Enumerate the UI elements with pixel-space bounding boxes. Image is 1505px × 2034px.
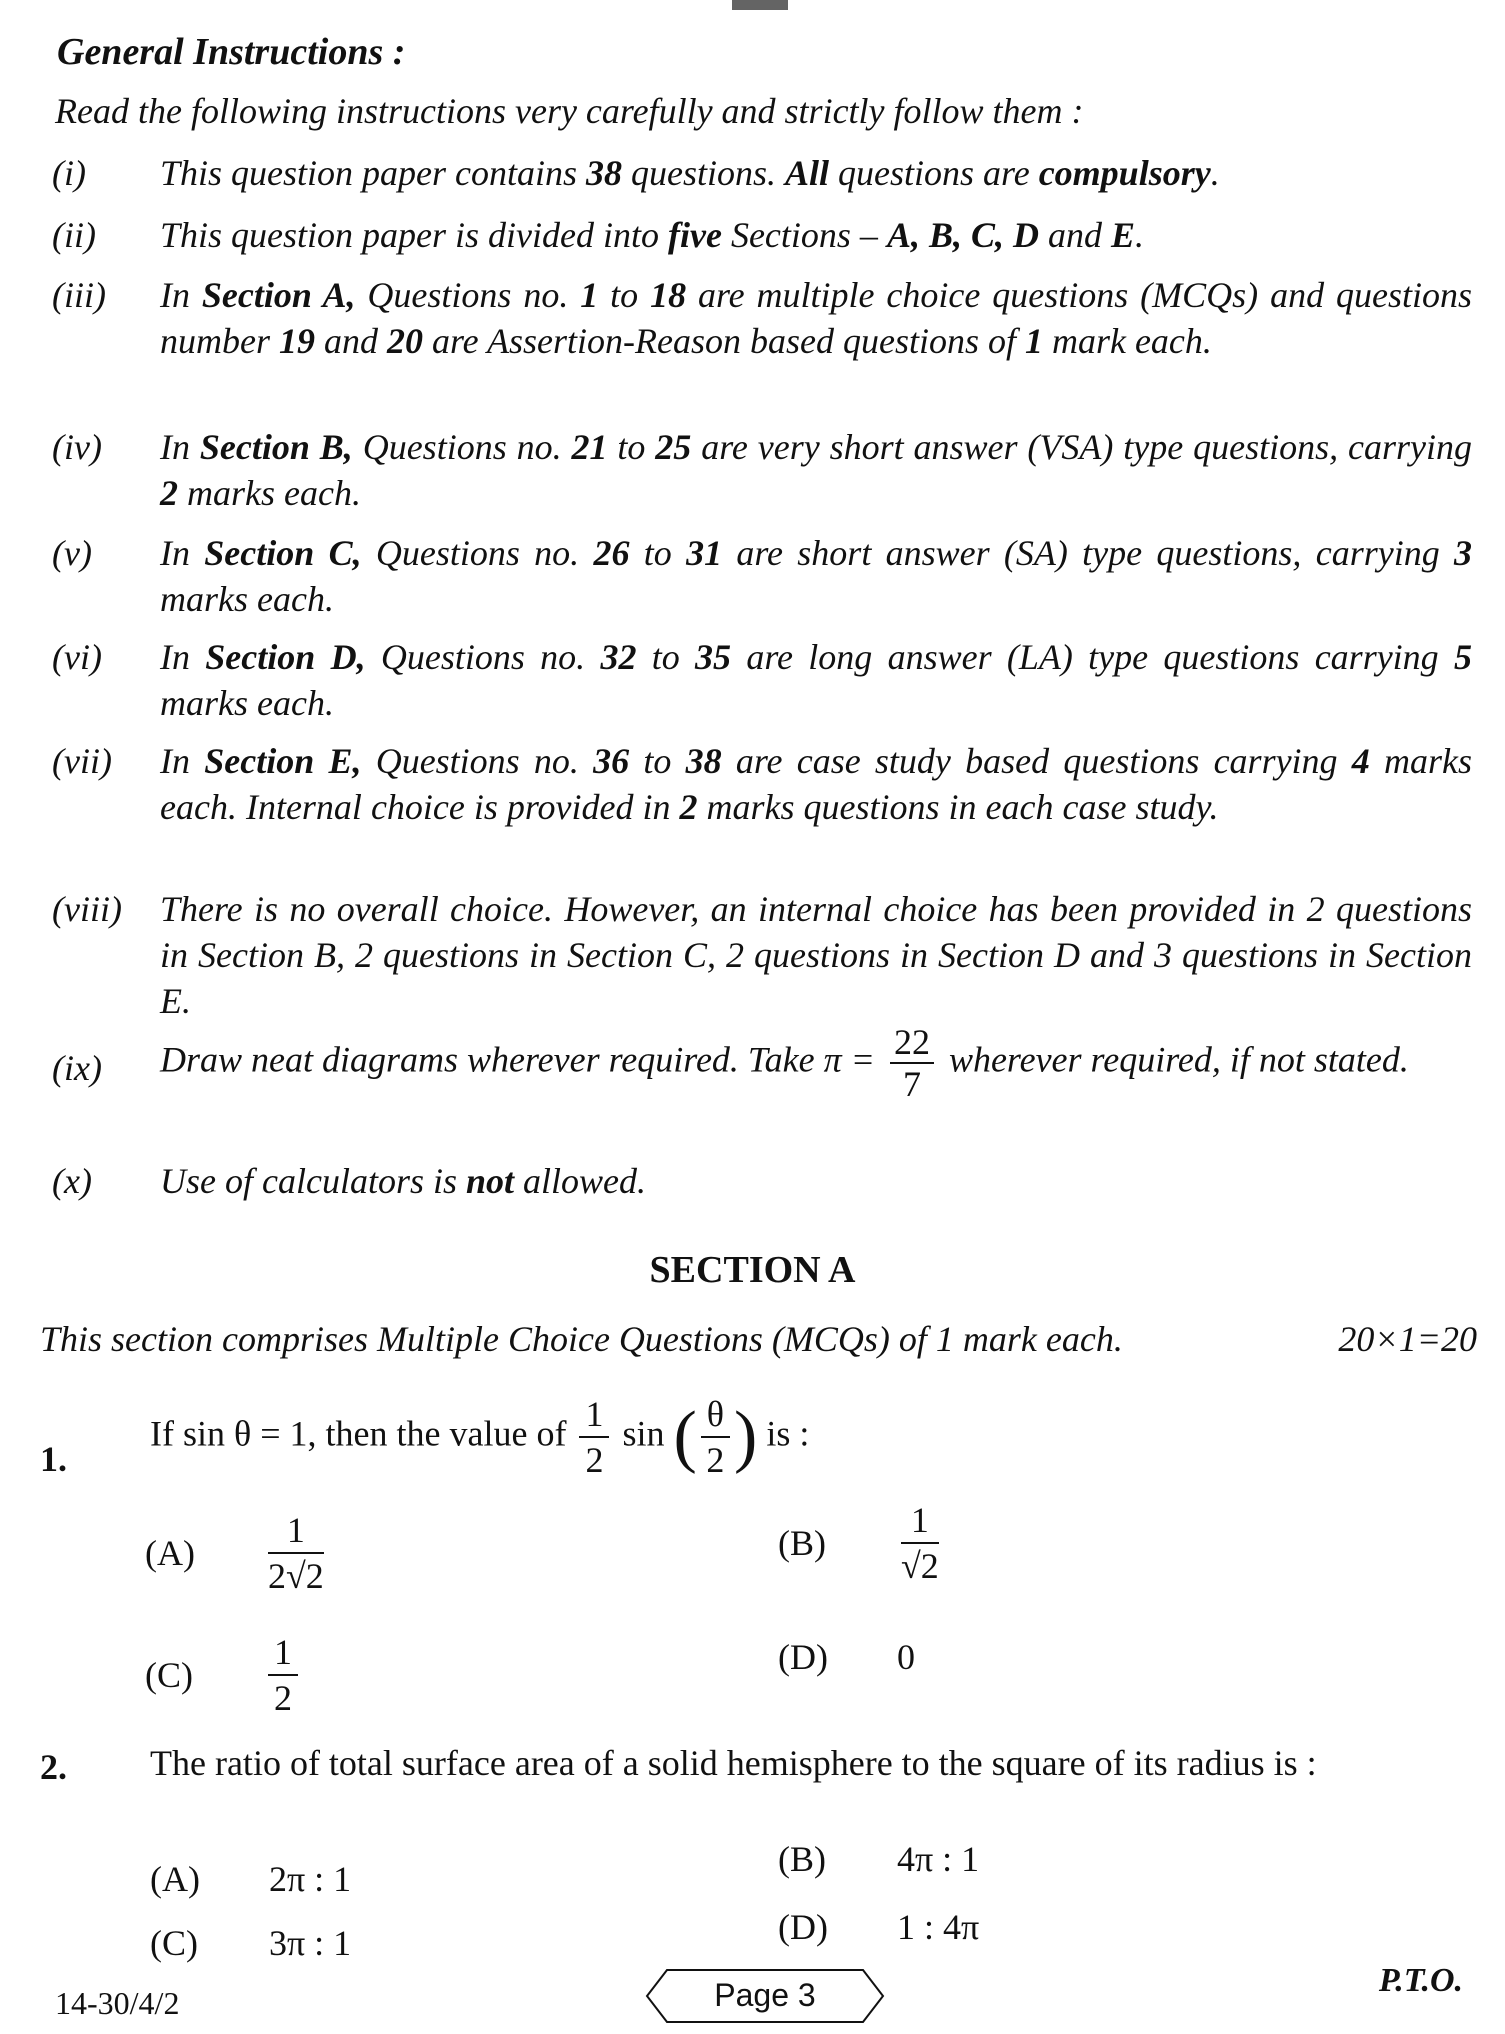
instruction-item xyxy=(52,886,1472,1024)
section-description: This section comprises Multiple Choice Questions (MCQs) of 1 mark each. xyxy=(40,1319,1123,1359)
instruction-text: In Section B, Questions no. 21 to 25 are very short answer (VSA) type questions, carrying 2 marks each. xyxy=(160,427,1472,513)
numerator: 1 xyxy=(579,1392,609,1438)
instruction-item xyxy=(52,1158,1472,1204)
question-text: The ratio of total surface area of a solid hemisphere to the square of its radius is : xyxy=(150,1743,1317,1783)
option-label: (D) xyxy=(778,1907,828,1947)
numerator: 1 xyxy=(268,1630,298,1676)
question-number: 1. xyxy=(40,1439,67,1479)
instruction-item xyxy=(52,530,1472,622)
page-number: Page 3 xyxy=(714,1977,816,2013)
numerator: 1 xyxy=(901,1498,939,1544)
option-label: (B) xyxy=(778,1523,826,1563)
numerator: 1 xyxy=(268,1508,324,1554)
option-a[interactable] xyxy=(150,1858,351,1900)
qr-mark xyxy=(732,0,788,10)
instruction-text: In Section E, Questions no. 36 to 38 are case study based questions carrying 4 marks each. Internal choice is provided in 2 marks questions in each case study. xyxy=(160,741,1473,827)
sin-function: sin xyxy=(622,1413,665,1454)
instruction-number: (ix) xyxy=(52,1048,102,1088)
instruction-text: In Section C, Questions no. 26 to 31 are short answer (SA) type questions, carrying 3 marks each. xyxy=(160,533,1472,619)
option-a[interactable] xyxy=(145,1508,328,1598)
question-tail: is : xyxy=(766,1413,810,1454)
denominator: 2 xyxy=(585,1440,604,1480)
instruction-text: In Section A, Questions no. 1 to 18 are multiple choice questions (MCQs) and questions number 19 and 20 are Assertion-Reason based questions of 1 mark each. xyxy=(160,275,1472,361)
instruction-text: This question paper contains 38 questions. All questions are compulsory. xyxy=(160,153,1220,193)
section-heading: SECTION A xyxy=(649,1249,856,1291)
option-value: 1 : 4π xyxy=(897,1907,980,1947)
question-text xyxy=(150,1392,1480,1482)
fraction xyxy=(579,1392,609,1482)
instruction-number: (iii) xyxy=(52,275,106,315)
instruction-number: (x) xyxy=(52,1161,92,1201)
pto-label: P.T.O. xyxy=(1378,1962,1463,1999)
option-c[interactable] xyxy=(150,1922,351,1964)
instructions-intro: Read the following instructions very carefully and strictly follow them : xyxy=(55,91,1084,131)
instruction-number: (iv) xyxy=(52,427,102,467)
fraction xyxy=(901,1498,939,1588)
instruction-item xyxy=(52,212,1472,258)
fraction xyxy=(268,1508,324,1598)
denominator: √2 xyxy=(901,1546,939,1586)
option-label: (C) xyxy=(145,1655,193,1695)
option-c[interactable] xyxy=(145,1630,302,1720)
instruction-number: (ii) xyxy=(52,215,96,255)
option-value: 4π : 1 xyxy=(897,1839,980,1879)
instruction-number: (vi) xyxy=(52,637,102,677)
right-paren: ) xyxy=(734,1398,758,1475)
left-paren: ( xyxy=(673,1398,697,1475)
numerator: θ xyxy=(701,1392,730,1438)
denominator: 2 xyxy=(274,1678,292,1718)
question-number: 2. xyxy=(40,1747,67,1787)
denominator: 2 xyxy=(706,1440,725,1480)
question-lead: If sin θ = 1, then the value of xyxy=(150,1413,567,1454)
instruction-text: Draw neat diagrams wherever required. Take π = $\frac{22}{7}$ wherever required, if not stated. xyxy=(160,1022,1409,1104)
instruction-item xyxy=(52,1022,1472,1104)
instruction-number: (vii) xyxy=(52,741,112,781)
instruction-item xyxy=(52,424,1472,516)
fraction xyxy=(268,1630,298,1720)
general-instructions-title: General Instructions : xyxy=(57,31,406,73)
instruction-number: (viii) xyxy=(52,889,122,929)
option-label: (C) xyxy=(150,1923,198,1963)
denominator: 2√2 xyxy=(268,1556,324,1596)
option-b[interactable] xyxy=(778,1838,979,1880)
option-d[interactable] xyxy=(778,1906,979,1948)
instruction-number: (v) xyxy=(52,533,92,573)
option-b[interactable] xyxy=(778,1498,943,1588)
option-d[interactable] xyxy=(778,1636,915,1678)
page-number-badge xyxy=(645,1968,885,2029)
instruction-number: (i) xyxy=(52,153,86,193)
option-label: (B) xyxy=(778,1839,826,1879)
section-marks: 20×1=20 xyxy=(1338,1319,1477,1359)
instruction-text: Use of calculators is not allowed. xyxy=(160,1161,647,1201)
fraction xyxy=(701,1392,730,1482)
option-value: 2π : 1 xyxy=(269,1859,352,1899)
instruction-text: This question paper is divided into five Sections – A, B, C, D and E. xyxy=(160,215,1144,255)
instruction-text: In Section D, Questions no. 32 to 35 are long answer (LA) type questions carrying 5 marks each. xyxy=(160,637,1472,723)
option-label: (A) xyxy=(150,1859,200,1899)
instruction-item xyxy=(52,634,1472,726)
option-value: 3π : 1 xyxy=(269,1923,352,1963)
page-badge-shape xyxy=(645,1968,885,2024)
instruction-item xyxy=(52,738,1472,830)
instruction-text: There is no overall choice. However, an internal choice has been provided in 2 questions in Section B, 2 questions in Section C, 2 questions in Section D and 3 questions in Section E. xyxy=(160,889,1472,1021)
option-label: (A) xyxy=(145,1533,195,1573)
instruction-item xyxy=(52,272,1472,364)
instruction-item xyxy=(52,150,1472,196)
option-label: (D) xyxy=(778,1637,828,1677)
option-value: 0 xyxy=(897,1637,915,1677)
paper-code: 14-30/4/2 xyxy=(55,1985,180,2021)
